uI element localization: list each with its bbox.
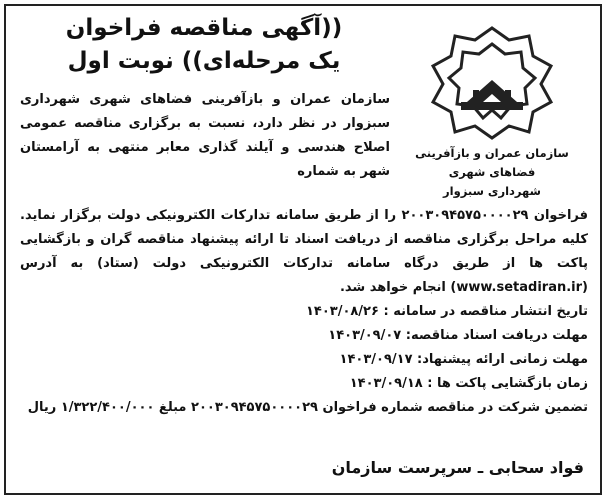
notice-title-line2: یک مرحله‌ای)) نوبت اول: [67, 48, 341, 74]
notice-title-line1: ((آگهی مناقصه فراخوان: [65, 15, 343, 41]
organization-name-line2: شهرداری سبزوار: [443, 184, 541, 198]
intro-paragraph: سازمان عمران و بازآفرینی فضاهای شهری شهرداری سبزوار در نظر دارد، نسبت به برگزاری مناقصه عمومی اصلاح هندسی و آیلند گذاری معابر منتهی به آرامستان شهر به شماره: [20, 92, 390, 179]
opening-date: زمان بازگشایی پاکت ها : ۱۴۰۳/۰۹/۱۸: [349, 376, 588, 391]
tender-notice: [4, 4, 602, 495]
body-paragraph: فراخوان ۲۰۰۳۰۹۴۵۷۵۰۰۰۰۲۹ را از طریق سامانه تدارکات الکترونیکی دولت برگزار نماید. کلیه مراحل برگزاری مناقصه از دریافت اسناد تا ارائه پیشنهاد مناقصه گران و بازگشایی پاکت ها از طریق درگاه سامانه تدارکات الکترونیکی دولت (ستاد) به آدرس (www.setadiran.ir) انجام خواهد شد.: [20, 208, 588, 295]
signature-line: فواد سحابی ـ سرپرست سازمان: [331, 458, 584, 477]
document-deadline: مهلت دریافت اسناد مناقصه: ۱۴۰۳/۰۹/۰۷: [328, 328, 588, 343]
organization-name: [392, 144, 592, 201]
notice-body: [20, 204, 588, 420]
organization-name-line1: سازمان عمران و بازآفرینی فضاهای شهری: [415, 146, 569, 179]
proposal-deadline: مهلت زمانی ارائه پیشنهاد: ۱۴۰۳/۰۹/۱۷: [339, 352, 588, 367]
notice-title: [24, 12, 384, 78]
municipality-emblem-icon: [417, 22, 567, 142]
guarantee-amount: تضمین شرکت در مناقصه شماره فراخوان ۲۰۰۳۰۹۴۵۷۵۰۰۰۰۲۹ مبلغ ۱/۳۲۲/۴۰۰/۰۰۰ ریال: [27, 400, 588, 415]
organization-logo-block: [392, 14, 592, 204]
publish-date: تاریخ انتشار مناقصه در سامانه : ۱۴۰۳/۰۸/۲۶: [305, 304, 588, 319]
